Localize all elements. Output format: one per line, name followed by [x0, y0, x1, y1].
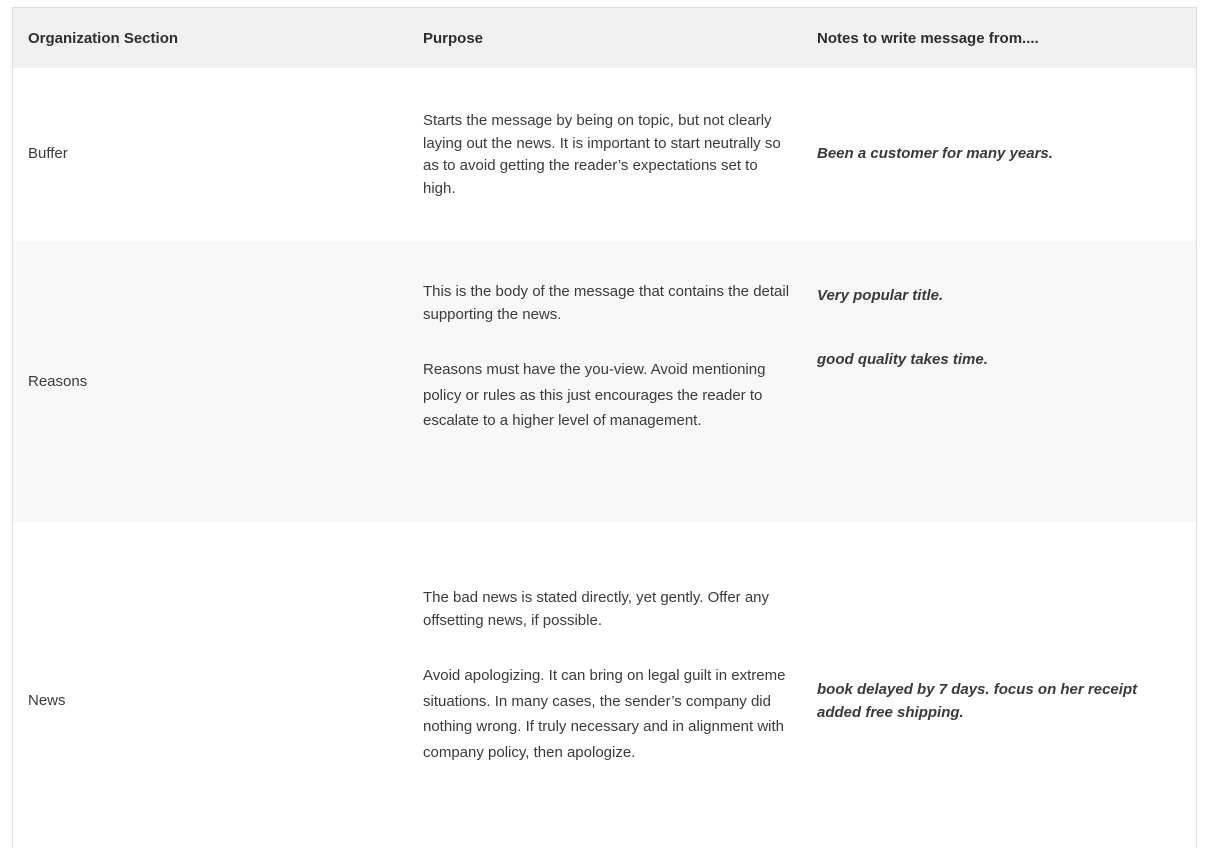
notes-cell-reasons — [817, 285, 1177, 371]
purpose-cell-news — [423, 587, 793, 765]
purpose-text: This is the body of the message that contains the detail supporting the news. — [423, 283, 790, 323]
section-label-reasons: Reasons — [28, 373, 88, 390]
purpose-text: Avoid apologizing. It can bring on legal guilt in extreme situations. In many cases, the sender’s company did nothing wrong. If truly necessary and in alignment with company policy, then apologize. — [423, 667, 786, 761]
table-row-buffer — [13, 68, 1196, 241]
note-reasons-2: good quality takes time. — [817, 350, 988, 368]
note-news: book delayed by 7 days. focus on her receipt added free shipping. — [817, 681, 1138, 721]
header-notes: Notes to write message from.... — [817, 30, 1039, 47]
section-label-news: News — [28, 692, 66, 709]
table-row-reasons — [13, 241, 1196, 522]
organization-table — [12, 7, 1197, 848]
header-organization-section: Organization Section — [28, 30, 179, 47]
purpose-text: Starts the message by being on topic, but not clearly laying out the news. It is important to start neutrally so as to avoid getting the reader’s expectations set to high. — [423, 112, 781, 197]
purpose-cell-buffer — [423, 110, 793, 200]
table-header-row — [13, 8, 1196, 68]
purpose-text: The bad news is stated directly, yet gently. Offer any offsetting news, if possible. — [423, 589, 770, 629]
note-reasons-1: Very popular title. — [817, 287, 944, 304]
purpose-cell-reasons — [423, 281, 793, 434]
purpose-text: Reasons must have the you-view. Avoid mentioning policy or rules as this just encourages the reader to escalate to a higher level of management. — [423, 361, 766, 429]
table-row-news — [13, 522, 1196, 848]
note-buffer: Been a customer for many years. — [817, 145, 1053, 162]
header-purpose: Purpose — [423, 30, 484, 47]
section-label-buffer: Buffer — [28, 145, 68, 162]
